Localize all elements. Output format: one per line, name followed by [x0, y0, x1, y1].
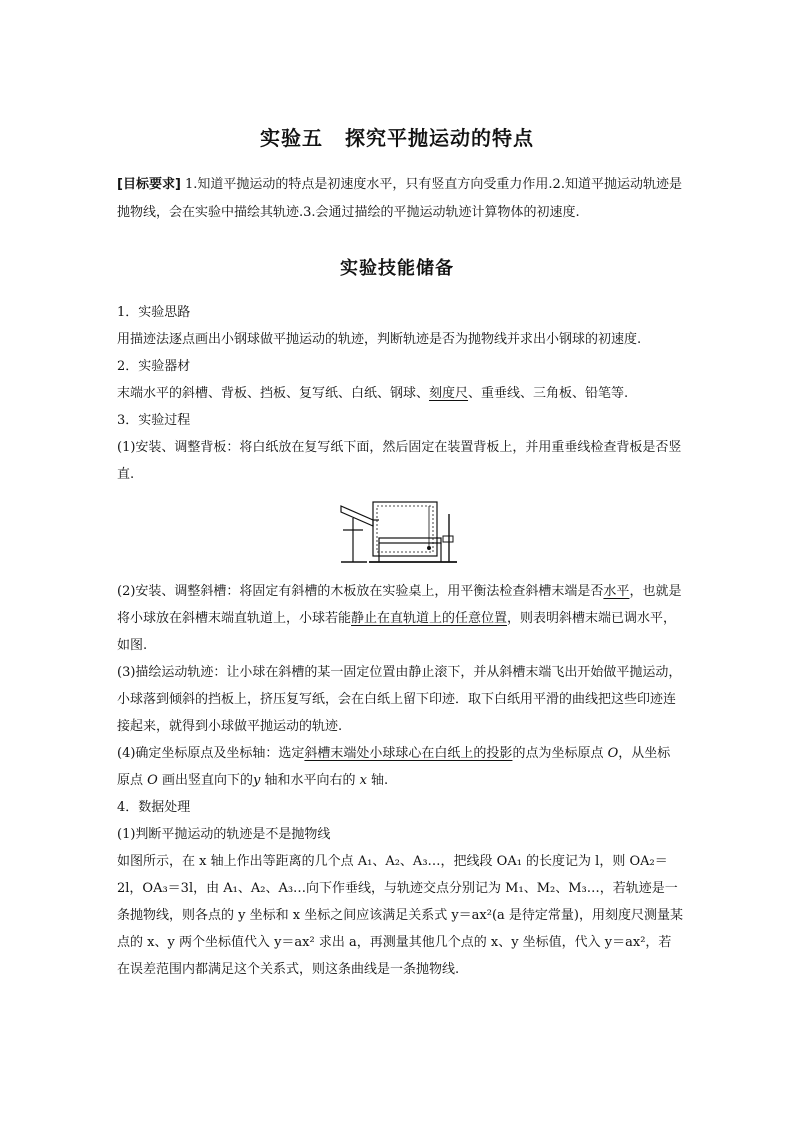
step-1-text: (1)安装、调整背板：将白纸放在复写纸下面，然后固定在装置背板上，并用重垂线检查背板是否竖直. — [117, 440, 682, 482]
section-4-subheading: (1)判断平抛运动的轨迹是不是抛物线 — [117, 827, 331, 842]
section-1-heading: 1．实验思路 — [117, 305, 191, 320]
step-2-text — [117, 578, 683, 659]
step-2-part-a: (2)安装、调整斜槽：将固定有斜槽的木板放在实验桌上，用平衡法检查斜槽末端是否 — [117, 584, 604, 599]
step-2-part-c: ，则表明斜槽末端已调水平，如图. — [117, 611, 677, 653]
step-4-part-a: (4)确定坐标原点及坐标轴：选定 — [117, 746, 305, 761]
section-title: 实验技能储备 — [340, 258, 454, 279]
step-4-y-axis: y — [252, 773, 261, 788]
step-4-underline-projection: 斜槽末端处小球球心在白纸上的投影 — [304, 746, 513, 761]
section-1-text: 用描迹法逐点画出小钢球做平抛运动的轨迹，判断轨迹是否为抛物线并求出小钢球的初速度. — [117, 332, 642, 347]
goals-paragraph — [117, 171, 683, 227]
section-2-heading: 2．实验器材 — [117, 359, 191, 374]
apparatus-figure — [339, 496, 461, 572]
document-body — [117, 299, 683, 983]
section-4-text: 如图所示，在 x 轴上作出等距离的几个点 A₁、A₂、A₃…，把线段 OA₁ 的长度记为 l，则 OA₂＝2l，OA₃＝3l，由 A₁、A₂、A₃…向下作垂线，与轨迹交点分别记为 M₁、M₂、M₃…，若轨迹是一条抛物线，则各点的 y 坐标和 x 坐标之间应该满足关系式 y＝ax²(a 是待定常量)，用刻度尺测量某点的 x、y 两个坐标值代入 y＝ax² 求出 a，再测量其他几个点的 x、y 坐标值，代入 y＝ax²，若在误差范围内都满足这个关系式，则这条曲线是一条抛物线. — [117, 854, 684, 977]
step-4-part-f: 轴. — [366, 773, 389, 788]
step-4-origin-o-1: O — [607, 746, 619, 761]
equipment-ruler: 刻度尺 — [429, 386, 469, 401]
section-4-heading: 4．数据处理 — [117, 800, 191, 815]
step-2-underline-horizontal: 水平 — [603, 584, 630, 599]
title-experiment-name: 探究平抛运动的特点 — [345, 126, 534, 150]
step-4-text — [117, 740, 683, 794]
goals-text: 1.知道平抛运动的特点是初速度水平，只有竖直方向受重力作用.2.知道平抛运动轨迹是抛物线，会在实验中描绘其轨迹.3.会通过描绘的平抛运动轨迹计算物体的初速度. — [117, 177, 682, 220]
goals-tag: [目标要求] — [117, 177, 181, 192]
step-3-text: (3)描绘运动轨迹：让小球在斜槽的某一固定位置由静止滚下，并从斜槽末端飞出开始做平抛运动，小球落到倾斜的挡板上，挤压复写纸，会在白纸上留下印迹．取下白纸用平滑的曲线把这些印迹连接起来，就得到小球做平抛运动的轨迹. — [117, 665, 682, 734]
step-2-underline-static: 静止在直轨道上的任意位置 — [351, 611, 508, 626]
step-4-part-e: 轴和水平向右的 — [260, 773, 360, 788]
section-2-text — [117, 380, 683, 407]
step-4-x-axis: x — [359, 773, 367, 788]
equipment-list-a: 末端水平的斜槽、背板、挡板、复写纸、白纸、钢球、 — [117, 386, 430, 401]
step-4-part-c: ，从坐标原点 — [117, 746, 671, 788]
section-3-heading: 3．实验过程 — [117, 413, 191, 428]
title-experiment-number: 实验五 — [260, 126, 323, 150]
step-4-part-d: 画出竖直向下的 — [157, 773, 253, 788]
step-2-part-b: ，也就是将小球放在斜槽末端直轨道上，小球若能 — [117, 584, 682, 626]
page-title — [0, 122, 794, 151]
equipment-list-b: 、重垂线、三角板、铅笔等. — [468, 386, 629, 401]
step-4-origin-o-2: O — [147, 773, 158, 788]
step-4-part-b: 的点为坐标原点 — [512, 746, 608, 761]
